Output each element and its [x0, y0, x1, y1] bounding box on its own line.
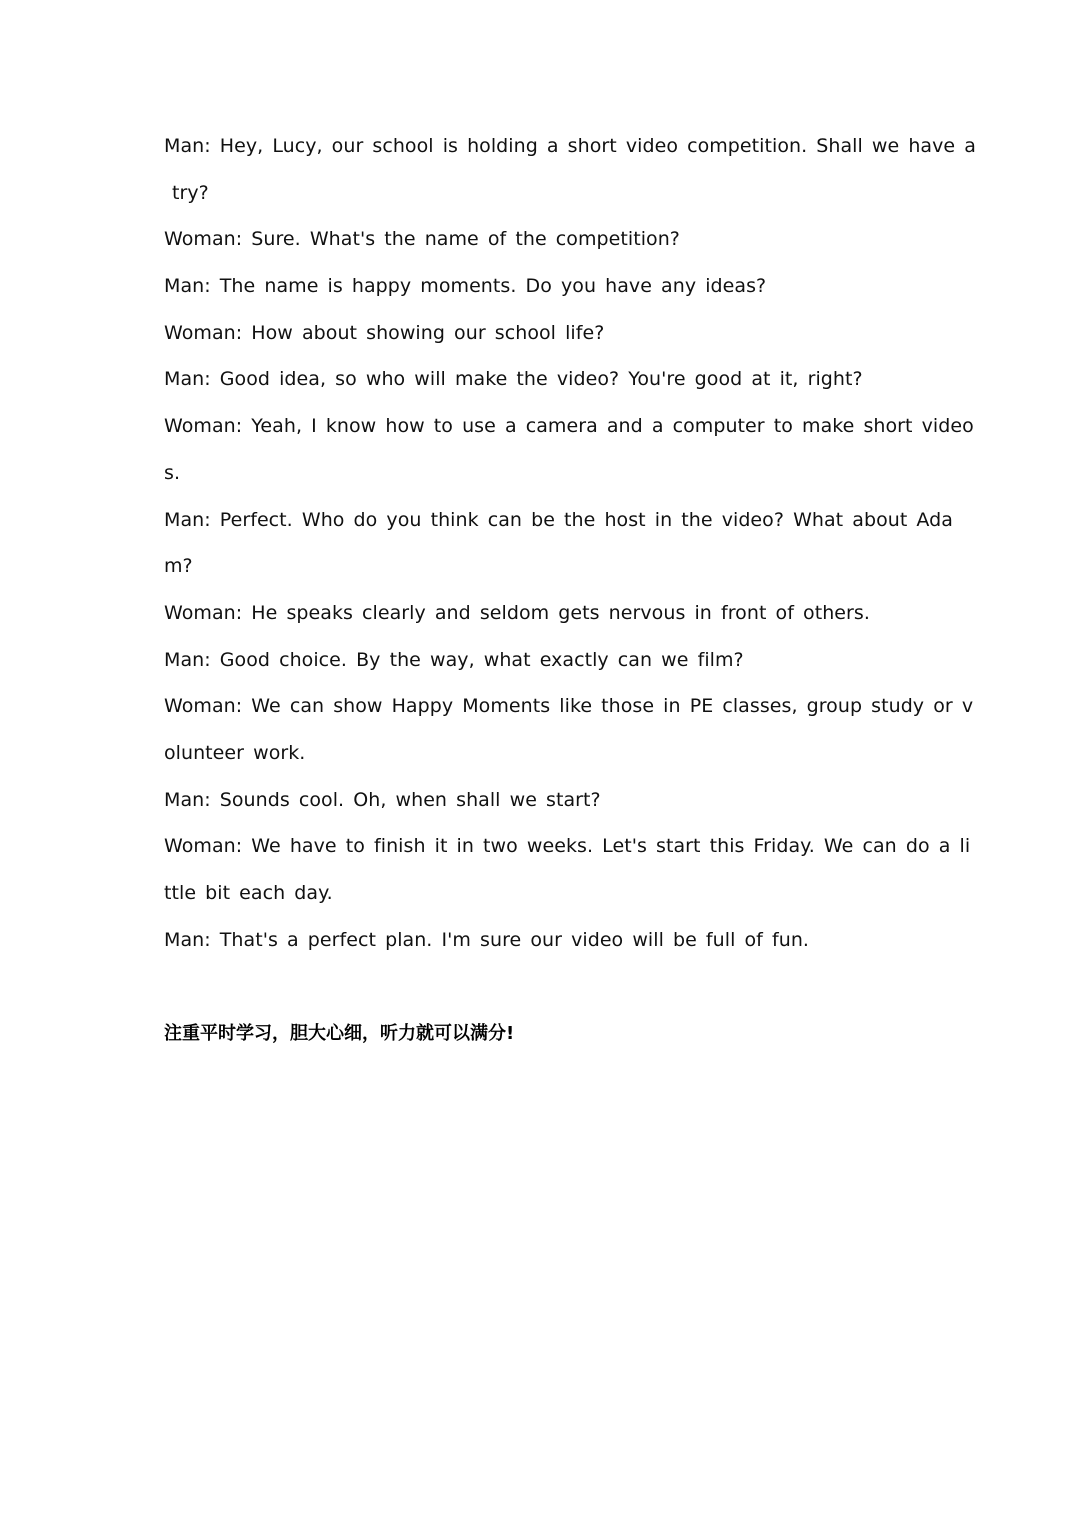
transcript-line: Woman: We have to finish it in two weeks. Let's start this Friday. We can do a li [164, 835, 971, 858]
transcript-line: Man: Sounds cool. Oh, when shall we start? [164, 788, 601, 811]
transcript-line: Woman: He speaks clearly and seldom gets nervous in front of others. [164, 601, 870, 624]
transcript-line: Woman: We can show Happy Moments like those in PE classes, group study or v [164, 695, 974, 718]
transcript-line: Woman: How about showing our school life? [164, 321, 605, 344]
transcript-line: Man: Hey, Lucy, our school is holding a short video competition. Shall we have a [164, 135, 976, 157]
transcript-line: Woman: Yeah, I know how to use a camera and a computer to make short video [164, 415, 974, 438]
motto-text: 注重平时学习，胆大心细，听力就可以满分! [164, 1023, 515, 1044]
transcript-line: Man: Good choice. By the way, what exactly can we film? [164, 648, 744, 671]
transcript-line: Man: Good idea, so who will make the video? You're good at it, right? [164, 368, 863, 391]
transcript-line: Man: The name is happy moments. Do you have any ideas? [164, 275, 767, 298]
transcript-line: m? [164, 555, 193, 578]
dialogue-transcript [164, 123, 976, 963]
transcript-line: ttle bit each day. [164, 882, 333, 904]
transcript-line: olunteer work. [164, 741, 306, 764]
transcript-line: s. [164, 461, 181, 484]
transcript-line: try? [172, 181, 209, 204]
transcript-line: Man: Perfect. Who do you think can be the host in the video? What about Ada [164, 508, 953, 531]
transcript-line: Man: That's a perfect plan. I'm sure our video will be full of fun. [164, 928, 810, 951]
transcript-line: Woman: Sure. What's the name of the competition? [164, 228, 680, 251]
